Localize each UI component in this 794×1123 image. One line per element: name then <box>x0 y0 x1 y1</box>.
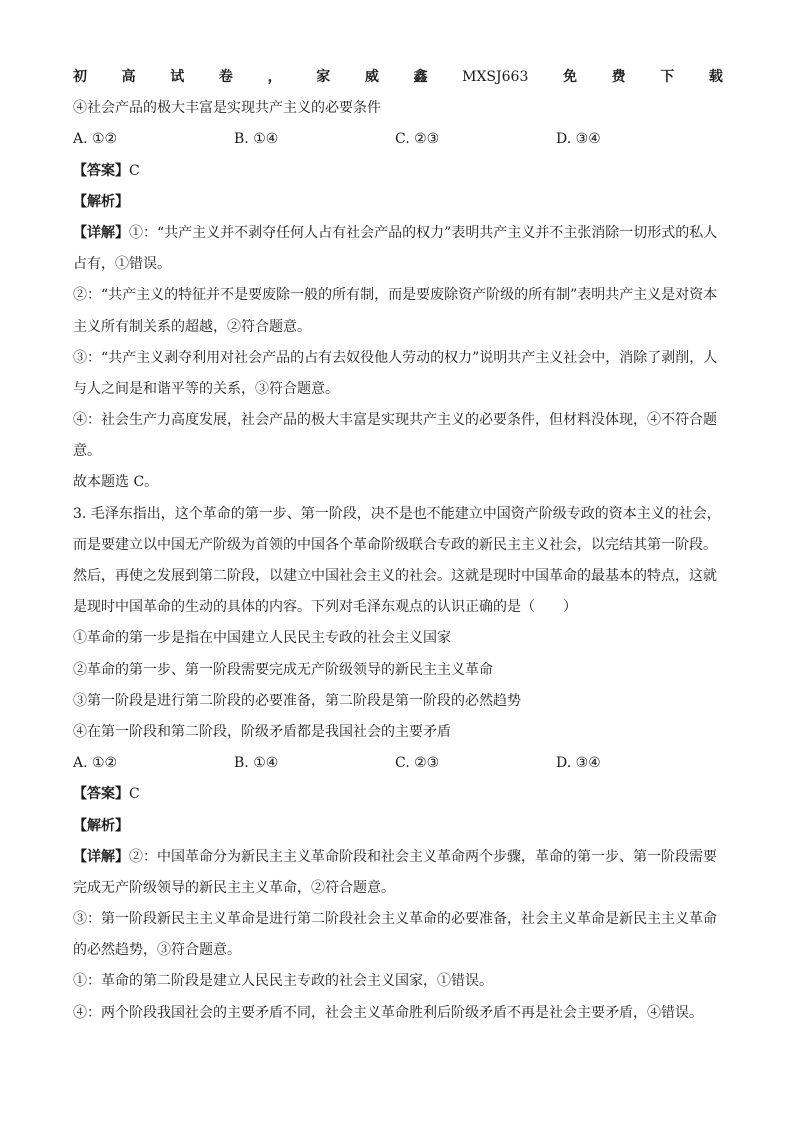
header-part: ， <box>267 69 282 85</box>
q2-detail-1a <box>73 218 723 249</box>
q2-detail-3b: 与人之间是和谐平等的关系，③符合题意。 <box>73 380 339 397</box>
q3-answer <box>73 779 723 810</box>
q3-detail-2a <box>73 842 723 873</box>
q2-item-4: ④社会产品的极大丰富是实现共产主义的必要条件 <box>73 100 381 117</box>
q2-option-c: C. ②③ <box>395 131 440 148</box>
q3-item-1: ①革命的第一步是指在中国建立人民民主专政的社会主义国家 <box>73 630 451 647</box>
q2-option-a: A. ①② <box>73 131 118 148</box>
answer-tag: 【答案】 <box>73 162 129 179</box>
q2-answer <box>73 156 723 187</box>
header-part: 卷 <box>218 69 233 85</box>
header-part: 下 <box>660 69 675 85</box>
q3-detail-3a: ③：第一阶段新民主主义革命是进行第二阶段社会主义革命的必要准备，社会主义革命是新民主主义革命 <box>73 911 717 928</box>
header-code: MXSJ663 <box>462 69 529 85</box>
q3-option-c: C. ②③ <box>395 755 440 772</box>
q3-item-2: ②革命的第一步、第一阶段需要完成无产阶级领导的新民主主义革命 <box>73 661 493 678</box>
q3-stem-3: 然后，再使之发展到第二阶段，以建立中国社会主义的社会。这就是现时中国革命的最基本的特点，这就 <box>73 568 717 584</box>
header-part: 费 <box>611 69 626 85</box>
header-part: 威 <box>364 69 379 85</box>
answer-value: C <box>129 786 140 803</box>
q3-detail-3b: 的必然趋势，③符合题意。 <box>73 942 241 959</box>
answer-value: C <box>129 162 140 179</box>
q3-stem-2: 而是要建立以中国无产阶级为首领的中国各个革命阶级联合专政的新民主主义社会，以完结其第一阶段。 <box>73 536 717 553</box>
detail-text: ②：中国革命分为新民主主义革命阶段和社会主义革命两个步骤，革命的第一步、第一阶段需要 <box>129 848 717 865</box>
q3-item-4: ④在第一阶段和第二阶段，阶级矛盾都是我国社会的主要矛盾 <box>73 723 451 740</box>
q2-options <box>73 124 723 155</box>
q2-detail-2b: 主义所有制关系的超越，②符合题意。 <box>73 318 311 335</box>
q2-option-d: D. ③④ <box>556 131 601 148</box>
document-page <box>73 62 723 1029</box>
q2-detail-3a: ③：“共产主义剥夺利用对社会产品的占有去奴役他人劳动的权力”说明共产主义社会中，消除了剥削，人 <box>73 349 718 366</box>
header-part: 高 <box>121 69 136 85</box>
q2-conclusion: 故本题选 C。 <box>73 474 159 491</box>
q3-detail-1: ①：革命的第二阶段是建立人民民主专政的社会主义国家，①错误。 <box>73 973 493 990</box>
header-part: 试 <box>170 69 185 85</box>
q3-item-3: ③第一阶段是进行第二阶段的必要准备，第二阶段是第一阶段的必然趋势 <box>73 692 521 709</box>
q3-detail-2b: 完成无产阶级领导的新民主主义革命，②符合题意。 <box>73 879 395 896</box>
q3-option-d: D. ③④ <box>556 755 601 772</box>
header-part: 免 <box>563 69 577 85</box>
q2-detail-4a: ④：社会生产力高度发展，社会产品的极大丰富是实现共产主义的必要条件，但材料没体现，④不符合题 <box>73 412 717 429</box>
answer-tag: 【答案】 <box>73 786 129 803</box>
q3-option-b: B. ①④ <box>234 755 279 772</box>
q3-analysis-tag: 【解析】 <box>73 817 129 834</box>
q3-stem-4: 是现时中国革命的生动的具体的内容。下列对毛泽东观点的认识正确的是（ ） <box>73 599 577 616</box>
q3-detail-4: ④：两个阶段我国社会的主要矛盾不同，社会主义革命胜利后阶级矛盾不再是社会主要矛盾，④错误。 <box>73 1004 703 1021</box>
q3-stem-1: 3. 毛泽东指出，这个革命的第一步、第一阶段，决不是也不能建立中国资产阶级专政的资本主义的社会， <box>73 505 721 522</box>
header-part: 载 <box>708 69 723 85</box>
q2-detail-1b: 占有，①错误。 <box>73 256 171 273</box>
header-part: 家 <box>316 69 331 85</box>
header-part: 初 <box>73 69 87 85</box>
q3-option-a: A. ①② <box>73 755 118 772</box>
q2-detail-2a: ②：“共产主义的特征并不是要废除一般的所有制，而是要废除资产阶级的所有制”表明共产主义是对资本 <box>73 287 718 304</box>
header-part: 鑫 <box>413 69 428 85</box>
page-header <box>73 62 723 93</box>
q2-analysis-tag: 【解析】 <box>73 193 129 210</box>
q3-options <box>73 748 723 779</box>
detail-text: ①：“共产主义并不剥夺任何人占有社会产品的权力”表明共产主义并不主张消除一切形式的私人 <box>129 224 718 241</box>
detail-tag: 【详解】 <box>73 848 129 865</box>
detail-tag: 【详解】 <box>73 224 129 241</box>
q2-option-b: B. ①④ <box>234 131 279 148</box>
q2-detail-4b: 意。 <box>73 443 101 460</box>
